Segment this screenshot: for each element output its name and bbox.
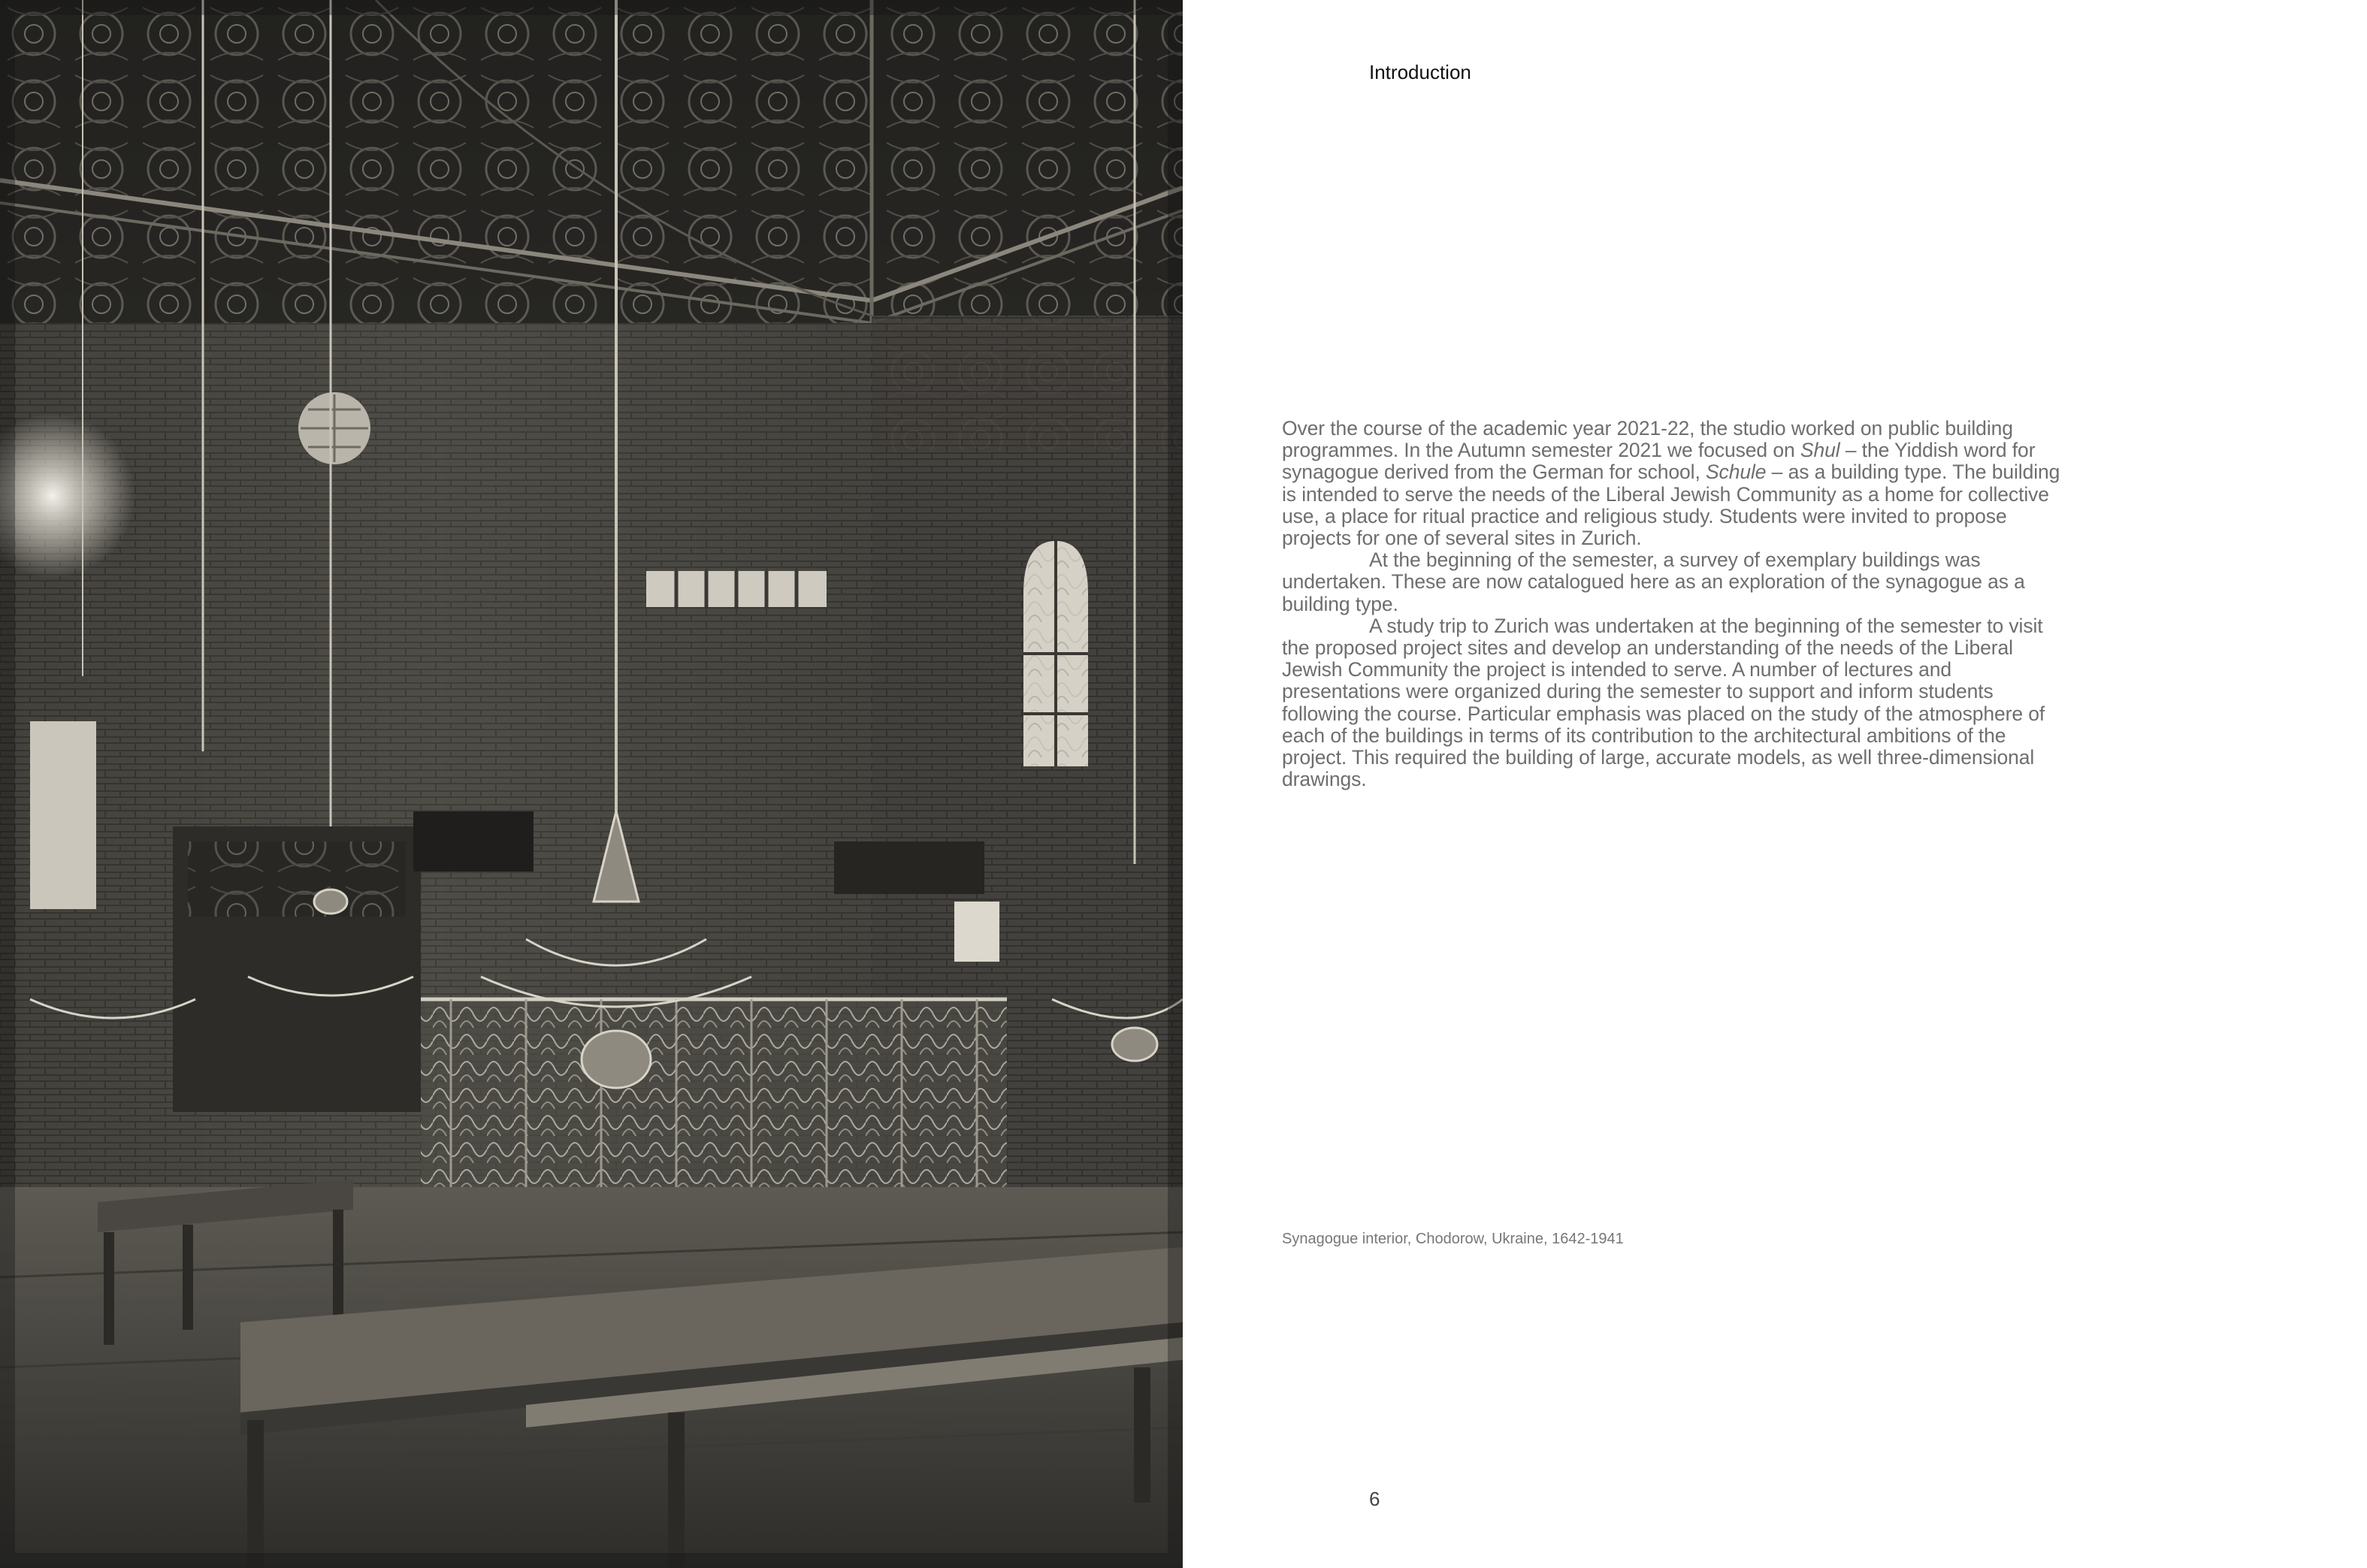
term-schule: Schule — [1705, 461, 1767, 484]
section-title: Introduction — [1369, 61, 1471, 83]
photo-illustration — [0, 0, 1183, 1568]
paragraph-1-part-a: Over the course of the academic year 2021-22, the studio worked on public building programmes. In the Autumn semester 2021 we focused on — [1282, 417, 2013, 462]
page-number: 6 — [1369, 1488, 1380, 1510]
paragraph-3: A study trip to Zurich was undertaken at the beginning of the semester to visit the proposed project sites and develop an understanding of the needs of the Liberal Jewish Community the project is intended to serve. A number of lectures and presentations were organized during the semester to support and inform students following the course. Particular emphasis was placed on the study of the atmosphere of each of the buildings in terms of its contribution to the architectural ambitions of the project. This required the building of large, accurate models, as well three-dimensional drawings. — [1282, 614, 2045, 791]
term-shul: Shul — [1800, 439, 1840, 462]
text-page — [1183, 0, 2367, 1568]
introduction-body — [1282, 418, 2071, 790]
paragraph-1-part-c: – as a building type. The building is intended to serve the needs of the Liberal Jewish Community as a home for collective use, a place for ritual practice and religious study. Students were invited to propose projects for one of several sites in Zurich. — [1282, 461, 2060, 550]
paragraph-1 — [1282, 418, 2071, 549]
paragraph-2: At the beginning of the semester, a survey of exemplary buildings was undertaken. These are now catalogued here as an exploration of the synagogue as a building type. — [1282, 548, 2025, 615]
paragraph-1-part-b: – the Yiddish word for synagogue derived from the German for school, — [1282, 439, 2036, 484]
photo-caption: Synagogue interior, Chodorow, Ukraine, 1642-1941 — [1282, 1231, 1624, 1247]
synagogue-interior-photo — [0, 0, 1183, 1568]
